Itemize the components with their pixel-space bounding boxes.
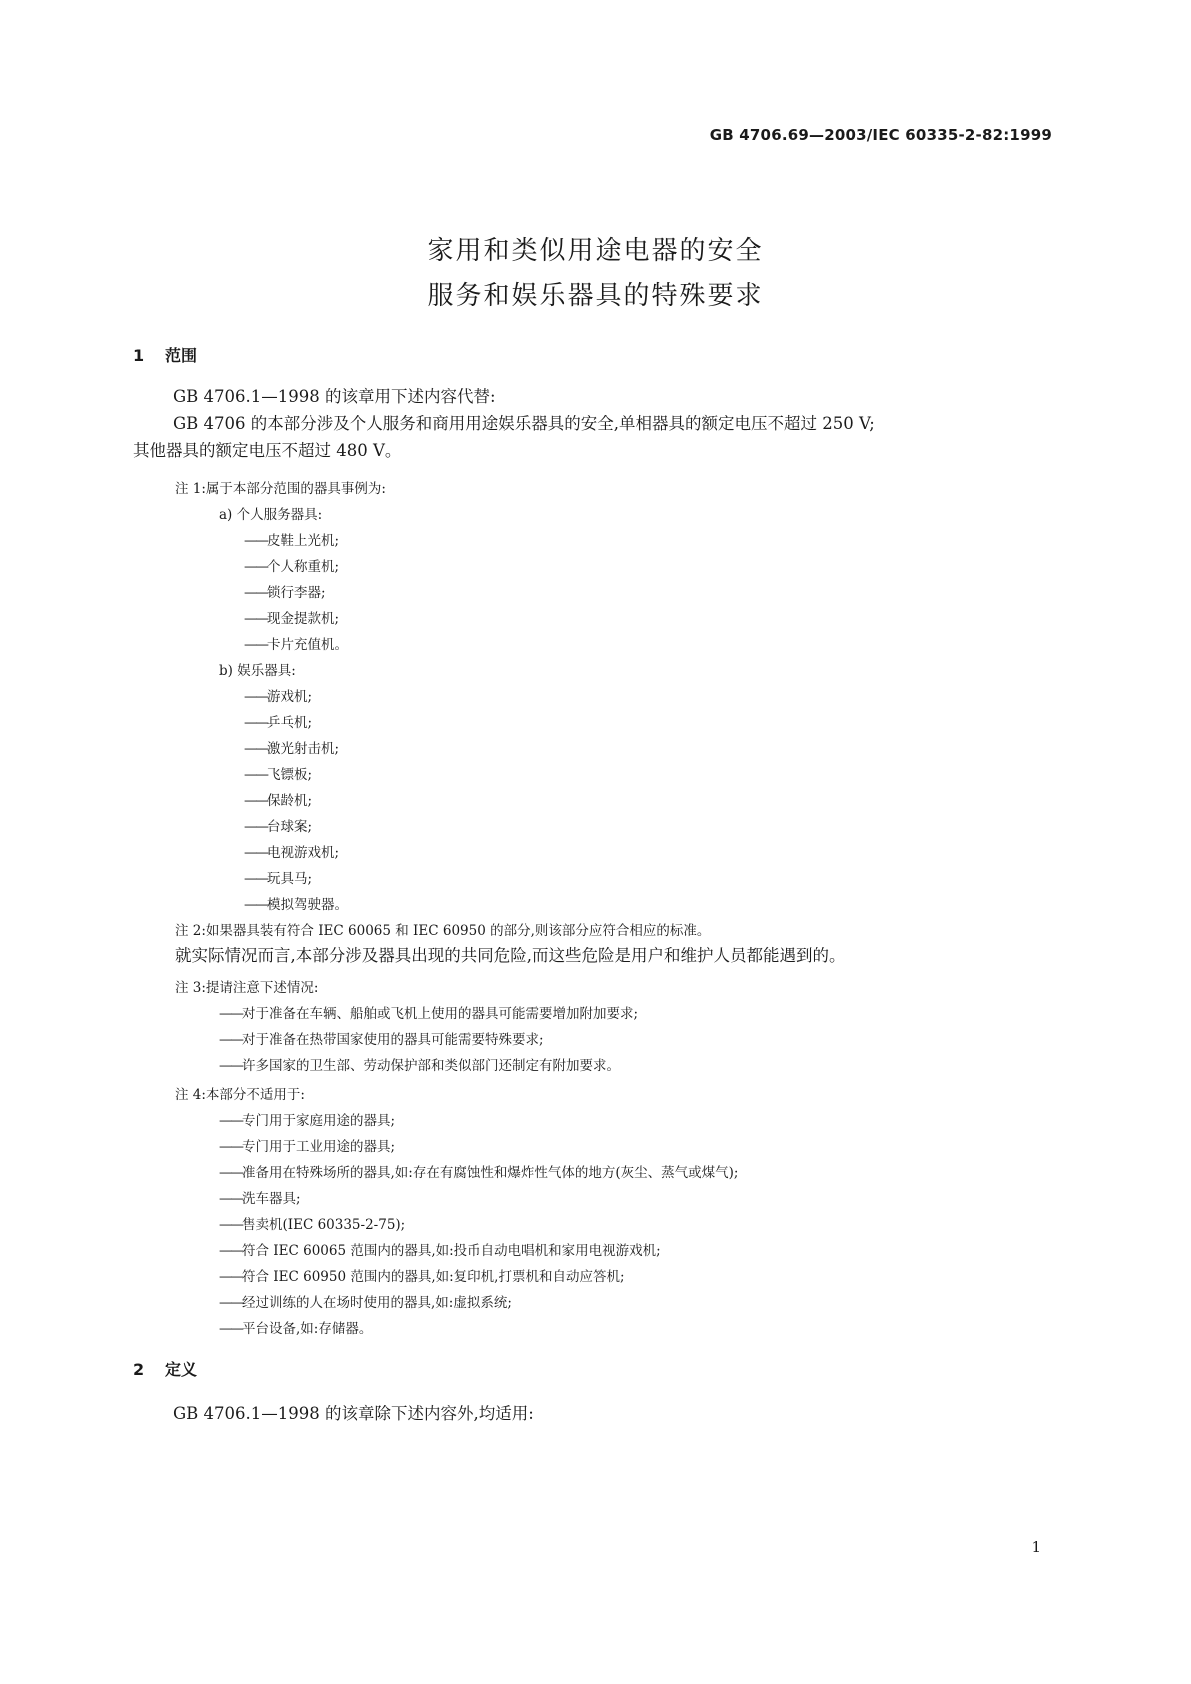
list-item: ——平台设备,如:存储器。 (219, 1321, 373, 1337)
list-item: ——卡片充值机。 (244, 637, 348, 653)
list-item: ——洗车器具; (219, 1191, 301, 1207)
list-b-heading: b) 娱乐器具: (219, 663, 296, 679)
section-title: 定义 (165, 1360, 198, 1379)
list-item: ——对于准备在车辆、船舶或飞机上使用的器具可能需要增加附加要求; (219, 1006, 639, 1022)
list-item: ——个人称重机; (244, 559, 340, 575)
list-item: ——准备用在特殊场所的器具,如:存在有腐蚀性和爆炸性气体的地方(灰尘、蒸气或煤气); (219, 1165, 739, 1181)
paragraph: 其他器具的额定电压不超过 480 V。 (133, 441, 402, 460)
paragraph: GB 4706.1—1998 的该章用下述内容代替: (173, 387, 496, 406)
section-1-heading (133, 343, 197, 366)
note-4-heading: 注 4:本部分不适用于: (175, 1087, 305, 1103)
list-item: ——激光射击机; (244, 741, 340, 757)
list-item: ——电视游戏机; (244, 845, 340, 861)
section-number: 1 (133, 346, 145, 365)
list-item: ——专门用于家庭用途的器具; (219, 1113, 396, 1129)
list-item: ——模拟驾驶器。 (244, 897, 348, 913)
list-item: ——飞镖板; (244, 767, 313, 783)
list-item: ——符合 IEC 60950 范围内的器具,如:复印机,打票机和自动应答机; (219, 1269, 625, 1285)
section-number: 2 (133, 1360, 145, 1379)
list-item: ——乒乓机; (244, 715, 313, 731)
list-item: ——皮鞋上光机; (244, 533, 340, 549)
standard-code: GB 4706.69—2003/IEC 60335-2-82:1999 (709, 126, 1052, 144)
note-1-heading: 注 1:属于本部分范围的器具事例为: (175, 481, 386, 497)
list-item: ——符合 IEC 60065 范围内的器具,如:投币自动电唱机和家用电视游戏机; (219, 1243, 661, 1259)
section-title: 范围 (165, 346, 198, 365)
list-item: ——经过训练的人在场时使用的器具,如:虚拟系统; (219, 1295, 512, 1311)
title-line-1: 家用和类似用途电器的安全 (427, 236, 764, 266)
page-number: 1 (1031, 1538, 1041, 1556)
list-item: ——游戏机; (244, 689, 313, 705)
list-item: ——锁行李器; (244, 585, 326, 601)
note-3-heading: 注 3:提请注意下述情况: (175, 980, 319, 996)
list-item: ——对于准备在热带国家使用的器具可能需要特殊要求; (219, 1032, 544, 1048)
title-line-2: 服务和娱乐器具的特殊要求 (427, 281, 764, 311)
list-a-heading: a) 个人服务器具: (219, 507, 323, 523)
section-2-heading (133, 1357, 197, 1380)
paragraph: 就实际情况而言,本部分涉及器具出现的共同危险,而这些危险是用户和维护人员都能遇到的。 (175, 946, 846, 965)
list-item: ——保龄机; (244, 793, 313, 809)
list-item: ——台球案; (244, 819, 313, 835)
list-item: ——售卖机(IEC 60335-2-75); (219, 1217, 406, 1233)
note-2: 注 2:如果器具装有符合 IEC 60065 和 IEC 60950 的部分,则该部分应符合相应的标准。 (175, 923, 711, 939)
list-item: ——玩具马; (244, 871, 313, 887)
list-item: ——许多国家的卫生部、劳动保护部和类似部门还制定有附加要求。 (219, 1058, 620, 1074)
paragraph: GB 4706.1—1998 的该章除下述内容外,均适用: (173, 1404, 534, 1423)
list-item: ——现金提款机; (244, 611, 340, 627)
paragraph: GB 4706 的本部分涉及个人服务和商用用途娱乐器具的安全,单相器具的额定电压不超过 250 V; (173, 414, 875, 433)
list-item: ——专门用于工业用途的器具; (219, 1139, 396, 1155)
